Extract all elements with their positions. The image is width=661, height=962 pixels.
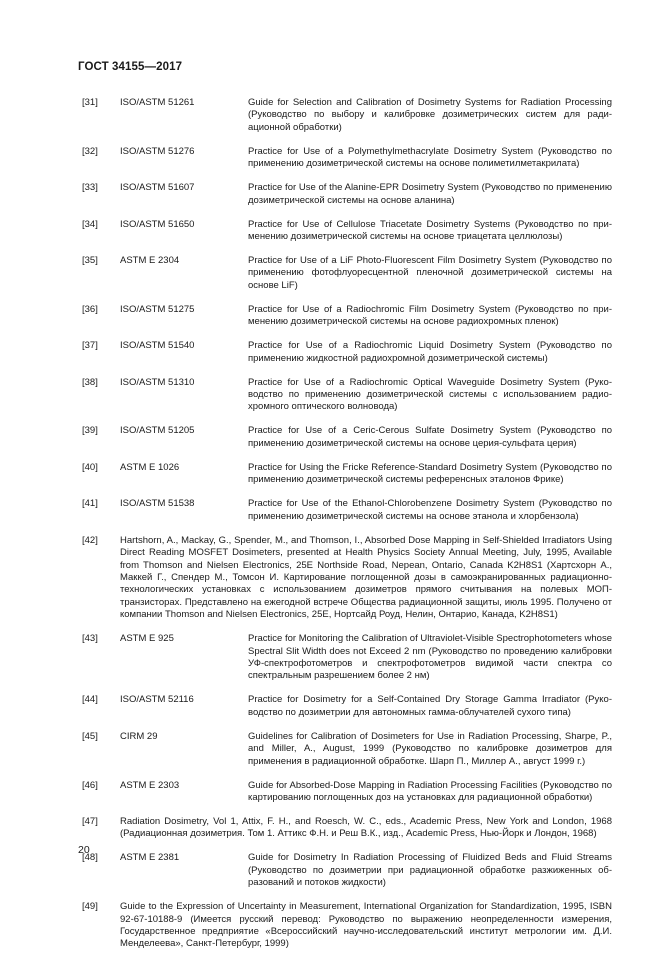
- reference-text: Practice for Use of a Radiochromic Liquid Dosimetry System (Руководство по применению жидкостной радиохромной дозиметрической системы): [248, 340, 612, 364]
- reference-standard-code: ASTM E 2304: [120, 255, 180, 267]
- reference-item: [82, 97, 612, 134]
- reference-number: [41]: [82, 498, 98, 510]
- reference-text: Practice for Use of a LiF Photo-Fluorescent Film Dosimetry System (Руководство по применению фотофлуоресцентной пленочной дозиметрической системы на основе LiF): [248, 255, 612, 291]
- reference-standard-code: ISO/ASTM 51205: [120, 425, 195, 437]
- reference-standard-code: ASTM E 925: [120, 633, 174, 645]
- reference-number: [33]: [82, 182, 98, 194]
- page-number: 20: [78, 844, 90, 856]
- reference-text: Practice for Dosimetry for a Self-Contained Dry Storage Gamma Irradiator (Руководство по дозиметрии для автономных гамма-облучателей сухого типа): [248, 694, 612, 718]
- reference-number: [46]: [82, 779, 98, 791]
- reference-text: Guide for Selection and Calibration of Dosimetry Systems for Radiation Processing (Руководство по выбору и калибровке дозиметрических систем для радиационной обработки): [248, 97, 612, 133]
- reference-text: Guidelines for Calibration of Dosimeters for Use in Radiation Processing, Sharpe, P., and Miller, A., August, 1999 (Руководство по калибровке дозиметров для применения в радиационной обработке. Шарп П., Миллер А., август 1999 г.): [248, 730, 612, 767]
- page-header: ГОСТ 34155—2017: [78, 61, 183, 73]
- reference-text: Practice for Using the Fricke Reference-Standard Dosimetry System (Руководство по применению дозиметрической системы референсных эталонов Фрике): [248, 461, 612, 486]
- reference-text: Radiation Dosimetry, Vol 1, Attix, F. H., and Roesch, W. C., eds., Academic Press, New York and London, 1968 (Радиационная дозиметрия. Том 1. Аттикс Ф.Н. и Реш В.К., изд., Academic Press, Нью-Йорк и Лондон, 1968): [120, 815, 612, 840]
- reference-number: [42]: [82, 534, 98, 546]
- reference-item: [82, 535, 612, 622]
- reference-item: [82, 425, 612, 450]
- reference-standard-code: ISO/ASTM 51538: [120, 498, 195, 510]
- reference-standard-code: ISO/ASTM 51275: [120, 303, 195, 315]
- reference-text: Practice for Use of a Polymethylmethacrylate Dosimetry System (Руководство по применению дозиметрической системы на основе полиметилметакрилата): [248, 145, 612, 170]
- reference-number: [37]: [82, 340, 98, 352]
- bibliography-list: [82, 97, 612, 962]
- reference-number: [40]: [82, 461, 98, 473]
- reference-text: Practice for Use of a Ceric-Cerous Sulfate Dosimetry System (Руководство по применению дозиметрической системы на основе церия-сульфата церия): [248, 425, 612, 449]
- reference-text: Guide for Absorbed-Dose Mapping in Radiation Processing Facilities (Руководство по картированию поглощенных доз на установках для радиационной обработки): [248, 779, 612, 803]
- reference-item: [82, 255, 612, 292]
- reference-standard-code: CIRM 29: [120, 730, 158, 742]
- reference-text: Practice for Use of a Radiochromic Film Dosimetry System (Руководство по применению дозиметрической системы на основе радиохромных пленок): [248, 303, 612, 328]
- reference-text: Practice for Use of the Ethanol-Chlorobenzene Dosimetry System (Руководство по применению дозиметрической системы на основе этанола и хлорбензола): [248, 498, 612, 522]
- reference-item: [82, 304, 612, 329]
- reference-standard-code: ASTM E 1026: [120, 461, 180, 473]
- reference-standard-code: ISO/ASTM 52116: [120, 694, 194, 706]
- reference-text: Guide for Dosimetry In Radiation Processing of Fluidized Beds and Fluid Streams (Руководство по дозиметрии при радиационной обработке разжиженных образований и потоков жидкости): [248, 852, 612, 889]
- reference-item: [82, 498, 612, 523]
- reference-number: [32]: [82, 145, 98, 157]
- reference-number: [44]: [82, 694, 98, 706]
- reference-standard-code: ASTM E 2381: [120, 852, 180, 864]
- reference-number: [49]: [82, 901, 98, 913]
- reference-item: [82, 731, 612, 768]
- reference-text: Practice for Use of a Radiochromic Optical Waveguide Dosimetry System (Руководство по применению дозиметрической системы с использованием радиохромного оптического волновода): [248, 376, 612, 413]
- reference-text: Practice for Use of Cellulose Triacetate Dosimetry Systems (Руководство по применению дозиметрической системы на основе триацетата целлюлозы): [248, 218, 612, 243]
- reference-number: [48]: [82, 852, 98, 864]
- reference-number: [39]: [82, 425, 98, 437]
- reference-text: Practice for Use of the Alanine-EPR Dosimetry System (Руководство по применению дозиметрической системы на основе аланина): [248, 182, 612, 206]
- reference-standard-code: ISO/ASTM 51276: [120, 145, 195, 157]
- reference-item: [82, 462, 612, 487]
- reference-number: [45]: [82, 730, 98, 742]
- reference-item: [82, 219, 612, 244]
- reference-standard-code: ISO/ASTM 51261: [120, 97, 195, 108]
- reference-text: Guide to the Expression of Uncertainty in Measurement, International Organization for Standardization, 1995, ISBN 92-67-10188-9 (Имеется русский перевод: Руководство по выражению неопределенности измерения, Государственное предприятие «Всероссийский научно-исследовательский институт метрологии им. Д.И. Менделеева», Санкт-Петербург, 1999): [120, 901, 612, 950]
- reference-standard-code: ISO/ASTM 51607: [120, 182, 195, 194]
- reference-item: [82, 780, 612, 805]
- reference-standard-code: ISO/ASTM 51540: [120, 340, 195, 352]
- reference-item: [82, 377, 612, 414]
- reference-item: [82, 146, 612, 171]
- reference-item: [82, 182, 612, 207]
- reference-item: [82, 694, 612, 719]
- reference-item: [82, 901, 612, 951]
- reference-item: [82, 633, 612, 683]
- reference-number: [38]: [82, 376, 98, 388]
- reference-item: [82, 852, 612, 889]
- reference-item: [82, 340, 612, 365]
- reference-number: [47]: [82, 815, 98, 827]
- reference-text: Practice for Monitoring the Calibration of Ultraviolet-Visible Spectrophotometers whose Spectral Slit Width does not Exceed 2 nm (Руководство по проведению калибровки УФ-спектрофотометров и спектрофотометров видимой части спектра со спектральным разрешением более 2 нм): [248, 633, 612, 682]
- reference-number: [34]: [82, 218, 98, 230]
- reference-standard-code: ISO/ASTM 51310: [120, 376, 195, 388]
- reference-number: [36]: [82, 303, 98, 315]
- reference-item: [82, 816, 612, 841]
- reference-standard-code: ISO/ASTM 51650: [120, 218, 195, 230]
- reference-number: [31]: [82, 97, 98, 108]
- reference-number: [35]: [82, 255, 98, 267]
- reference-standard-code: ASTM E 2303: [120, 779, 180, 791]
- reference-text: Hartshorn, A., Mackay, G., Spender, M., and Thomson, I., Absorbed Dose Mapping in Self-Shielded Irradiators Using Direct Reading MOSFET Dosimeters, presented at Health Physics Society Annual Meeting, July, 1995, Available from Thomson and Nielsen Electronics, 25E Northside Road, Nepean, Ontario, Canada K2H8S1 (Хартсхорн А., Маккей Г., Спендер М., Томсон И. Картирование поглощенной дозы в самоэкранированных радиационно-технологических установках с использованием дозиметров прямого считывания на полевых МОП-транзисторах. Представлено на ежегодной встрече Общества радиационной защиты, июль 1995. Получено от компании Thomson and Nielsen Electronics, 25E, Нортсайд Роуд, Нелин, Онтарио, Канада, K2H8S1): [120, 534, 612, 621]
- reference-number: [43]: [82, 633, 98, 645]
